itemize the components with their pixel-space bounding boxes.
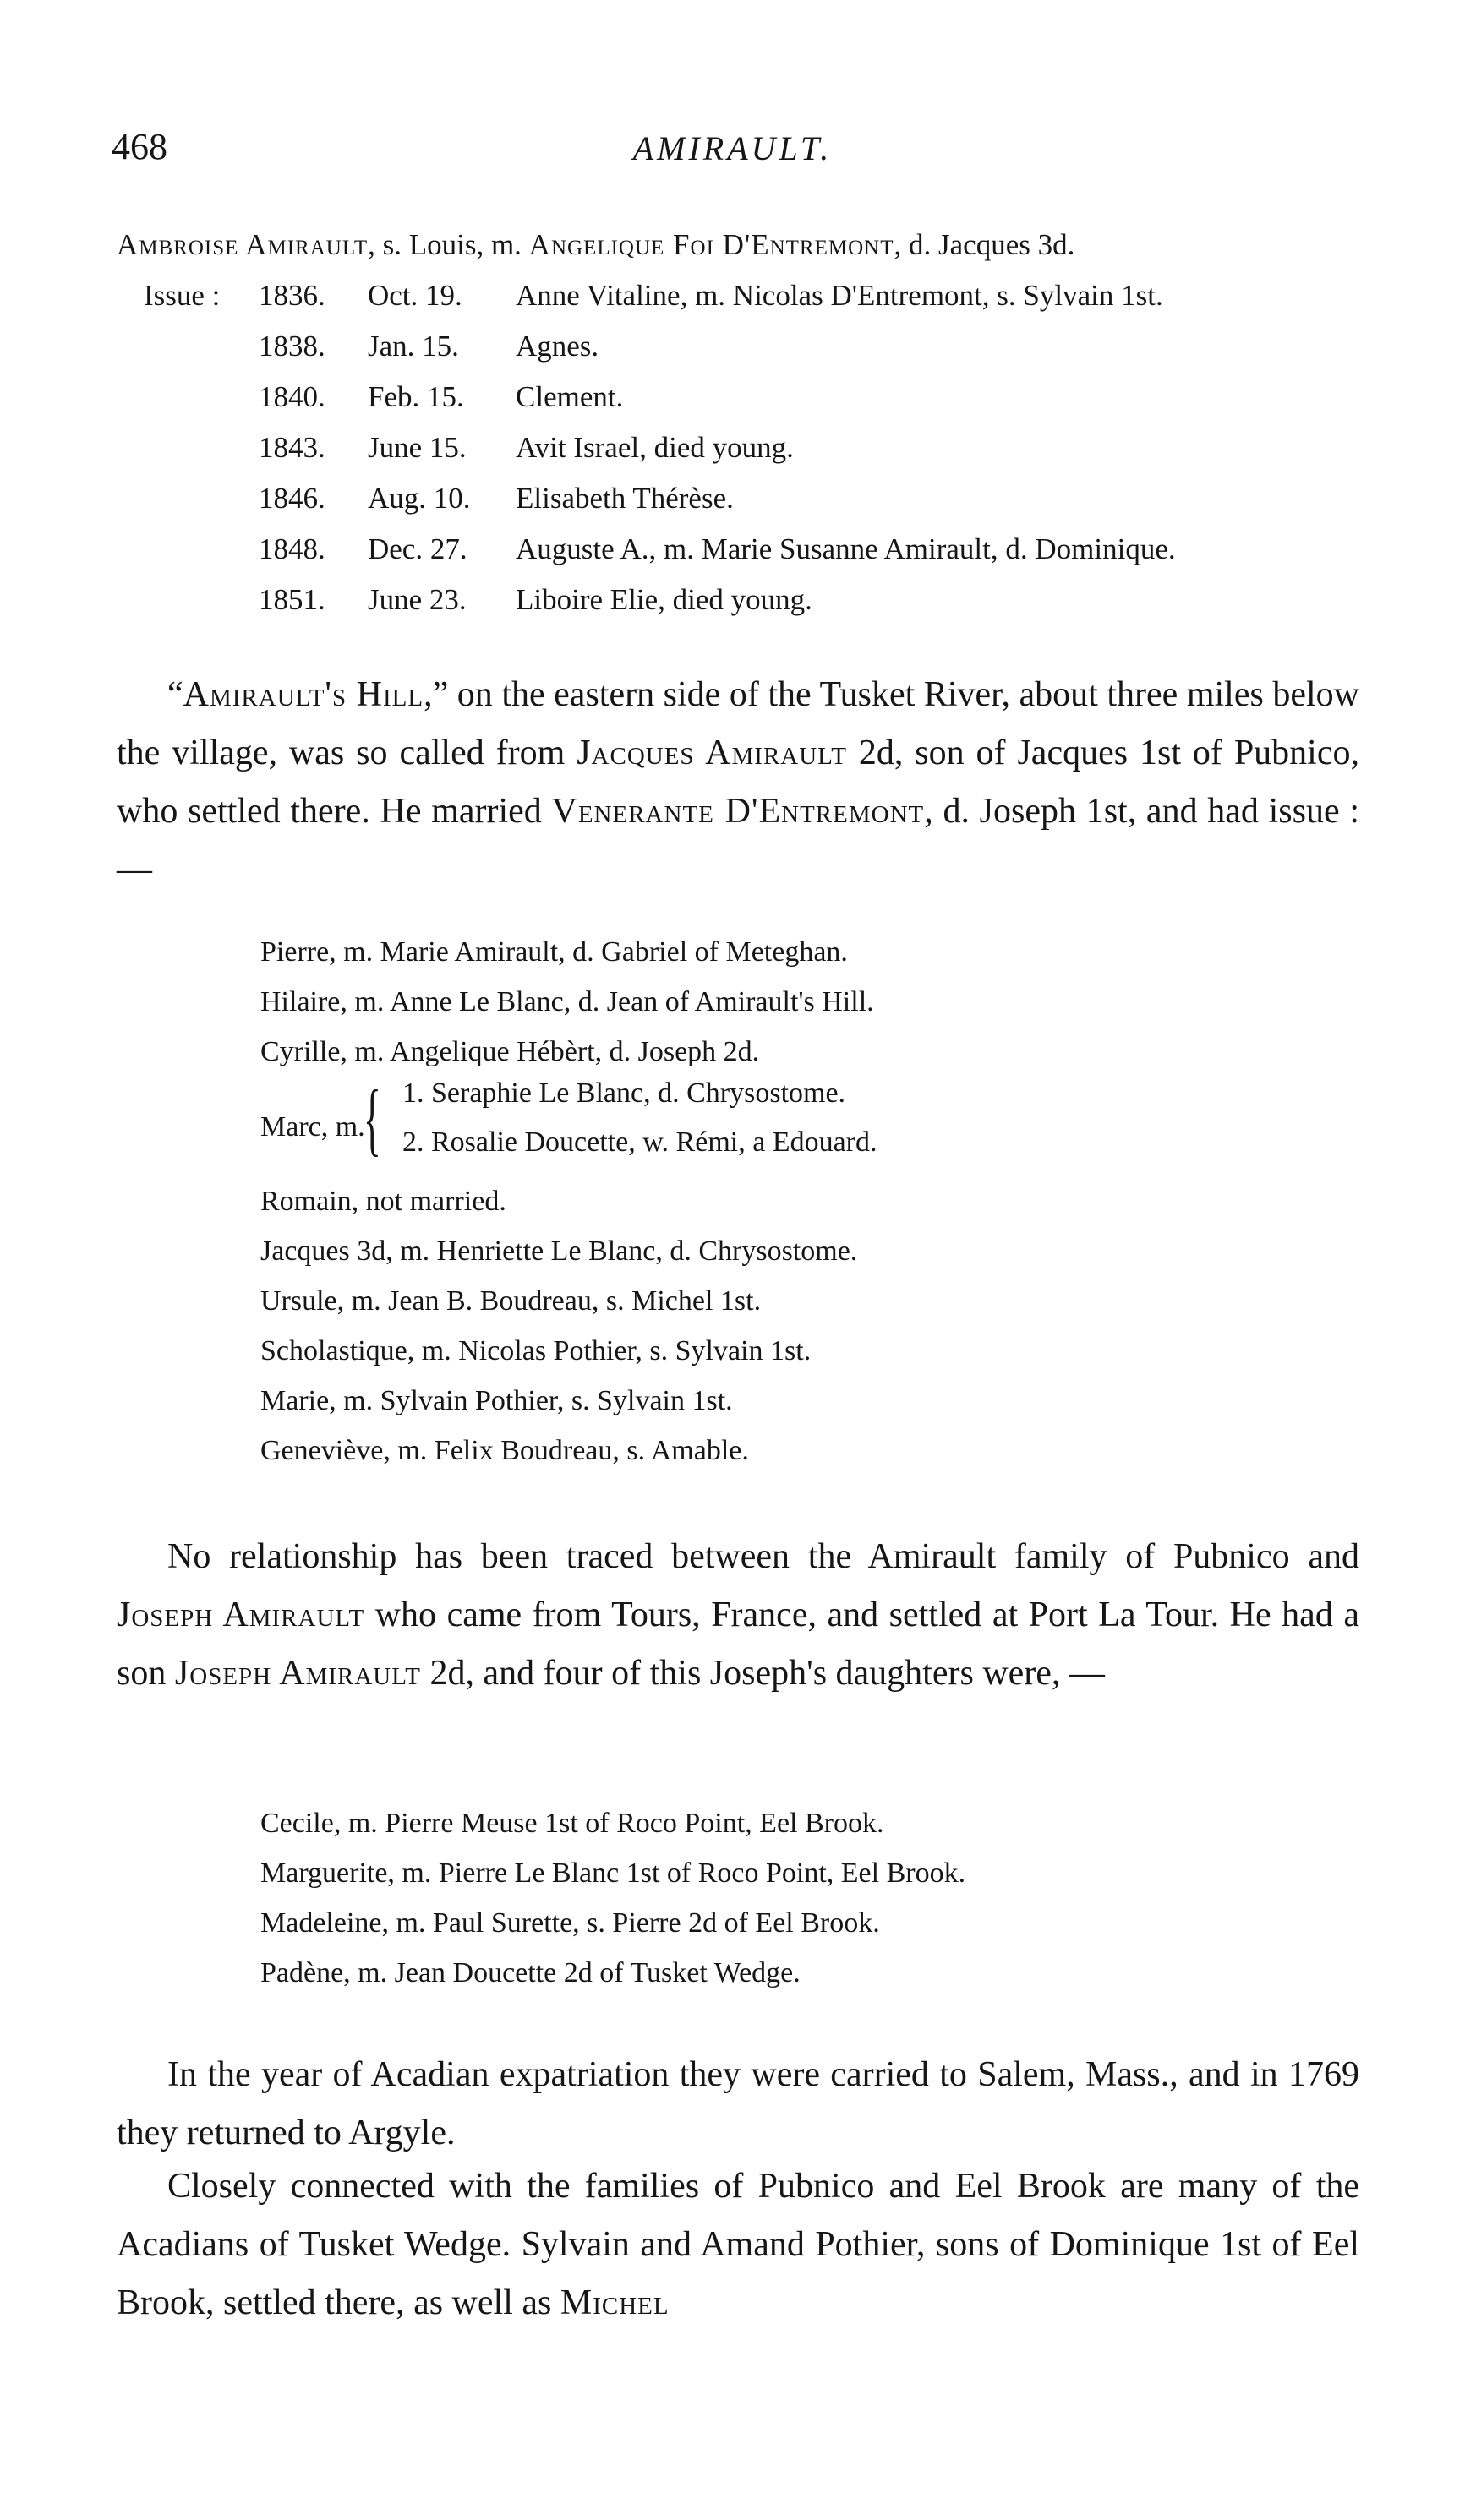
issue-child: Clement.	[516, 380, 624, 413]
para2-text-3: 2d, and four of this Joseph's daughters were, —	[421, 1654, 1105, 1693]
issue-child: Anne Vitaline, m. Nicolas D'Entremont, s. Sylvain 1st.	[516, 279, 1163, 312]
child-entry-marc	[260, 1073, 1359, 1176]
marc-spouse-1: 1. Seraphie Le Blanc, d. Chrysostome.	[402, 1077, 846, 1109]
heading-spouse: Angelique Foi D'Entremont	[528, 228, 894, 261]
issue-row	[117, 431, 1368, 482]
heading-tail: , d. Jacques 3d.	[894, 228, 1075, 261]
person-name: Jacques Amirault	[577, 734, 847, 772]
issue-row	[117, 532, 1368, 583]
issue-row	[117, 279, 1368, 330]
issue-year: 1840.	[259, 380, 325, 413]
para4-text-1: Closely connected with the families of Pubnico and Eel Brook are many of the Acadians of Tusket Wedge. Sylvain and Amand Pothier, sons of Dominique 1st of Eel Brook, settled there, as well as	[117, 2167, 1359, 2322]
child-entry: Hilaire, m. Anne Le Blanc, d. Jean of Amirault's Hill.	[260, 986, 874, 1017]
paragraph-tusket-wedge	[117, 2157, 1359, 2332]
child-entry: Geneviève, m. Felix Boudreau, s. Amable.	[260, 1435, 749, 1466]
daughters-list	[260, 1798, 1359, 1998]
child-entry: Romain, not married.	[260, 1186, 506, 1217]
issue-date: Feb. 15.	[368, 380, 464, 413]
issue-year: 1851.	[259, 583, 325, 616]
issue-row	[117, 583, 1368, 634]
paragraph-amiraults-hill	[117, 666, 1359, 899]
issue-year: 1848.	[259, 532, 325, 565]
issue-label: Issue :	[144, 279, 221, 312]
para2-text-1: No relationship has been traced between the Amirault family of Pubnico and	[167, 1537, 1359, 1576]
paragraph-no-relationship	[117, 1528, 1359, 1703]
issue-row	[117, 380, 1368, 431]
spouse-name: Venerante D'Entremont	[551, 792, 925, 831]
issue-year: 1838.	[259, 330, 325, 363]
issue-child: Liboire Elie, died young.	[516, 583, 812, 616]
page-header	[112, 125, 1353, 184]
daughter-entry: Cecile, m. Pierre Meuse 1st of Roco Point, Eel Brook.	[260, 1808, 884, 1839]
issue-date: Aug. 10.	[368, 482, 471, 515]
issue-date: June 15.	[368, 431, 467, 464]
issue-row	[117, 482, 1368, 532]
paragraph-expatriation: In the year of Acadian expatriation they were carried to Salem, Mass., and in 1769 they returned to Argyle.	[117, 2055, 1359, 2152]
person-name: Joseph Amirault	[117, 1595, 365, 1634]
child-entry: Cyrille, m. Angelique Hébèrt, d. Joseph 2d.	[260, 1036, 760, 1067]
child-entry: Scholastique, m. Nicolas Pothier, s. Sylvain 1st.	[260, 1335, 812, 1366]
issue-heading	[117, 228, 1368, 279]
issue-date: Jan. 15.	[368, 330, 459, 363]
marc-spouse-2: 2. Rosalie Doucette, w. Rémi, a Edouard.	[402, 1126, 877, 1158]
issue-date: June 23.	[368, 583, 467, 616]
issue-year: 1846.	[259, 482, 325, 515]
para1-text-1: ,” on the eastern side of the Tusket River, about three miles below the village, was so called from	[117, 675, 1360, 772]
issue-child: Avit Israel, died young.	[516, 431, 794, 464]
issue-child: Agnes.	[516, 330, 599, 363]
person-name: Joseph Amirault	[174, 1654, 422, 1693]
marc-label: Marc, m.	[260, 1111, 365, 1143]
para1-text-3: , d. Joseph 1st, and had issue : —	[117, 792, 1360, 889]
issue-year: 1836.	[259, 279, 325, 312]
child-entry: Ursule, m. Jean B. Boudreau, s. Michel 1st.	[260, 1285, 762, 1317]
daughter-entry: Padène, m. Jean Doucette 2d of Tusket Wedge.	[260, 1957, 801, 1988]
issue-row	[117, 330, 1368, 380]
brace: {	[364, 1073, 381, 1164]
running-title: AMIRAULT.	[632, 129, 833, 167]
heading-name: Ambroise Amirault	[117, 228, 369, 261]
issue-child: Auguste A., m. Marie Susanne Amirault, d. Dominique.	[516, 532, 1176, 565]
para2-text-2: who came from Tours, France, and settled at Port La Tour. He had a son	[117, 1595, 1359, 1693]
child-entry: Jacques 3d, m. Henriette Le Blanc, d. Chrysostome.	[260, 1235, 858, 1267]
daughter-entry: Marguerite, m. Pierre Le Blanc 1st of Roco Point, Eel Brook.	[260, 1857, 966, 1889]
daughter-entry: Madeleine, m. Paul Surette, s. Pierre 2d of Eel Brook.	[260, 1907, 880, 1939]
place-name: Amirault's Hill	[183, 675, 424, 714]
heading-parent: , s. Louis, m.	[368, 228, 529, 261]
open-quote: “	[167, 675, 183, 714]
child-entry: Marie, m. Sylvain Pothier, s. Sylvain 1st.	[260, 1385, 733, 1416]
issue-child: Elisabeth Thérèse.	[516, 482, 734, 515]
child-entry: Pierre, m. Marie Amirault, d. Gabriel of Meteghan.	[260, 936, 848, 968]
issue-block	[117, 228, 1368, 634]
children-list	[260, 927, 1359, 1475]
issue-date: Dec. 27.	[368, 532, 467, 565]
issue-year: 1843.	[259, 431, 325, 464]
issue-date: Oct. 19.	[368, 279, 462, 312]
page-number: 468	[112, 126, 167, 167]
person-name: Michel	[560, 2283, 670, 2322]
para1-text-2: 2d, son of Jacques 1st of Pubnico, who settled there. He married	[117, 734, 1359, 831]
